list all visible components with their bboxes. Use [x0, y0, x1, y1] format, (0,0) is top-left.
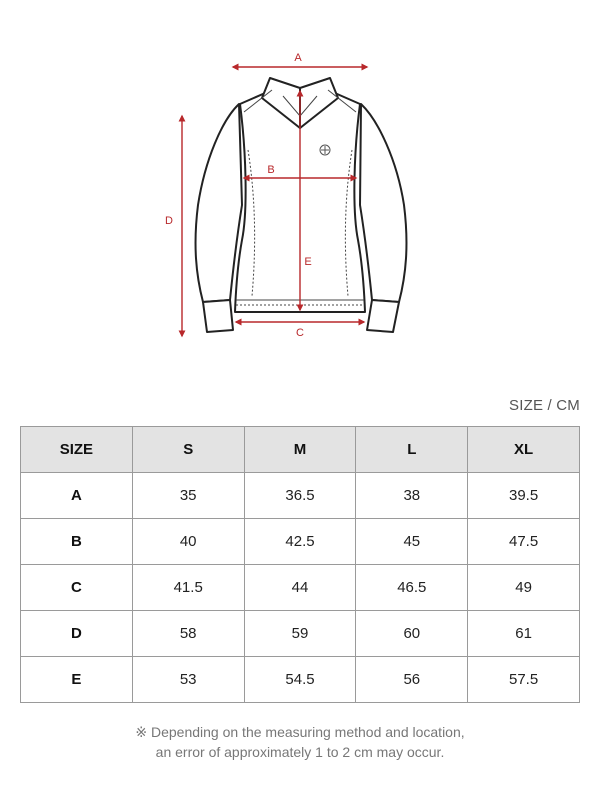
brand-emblem-icon	[320, 145, 330, 155]
header-cell: SIZE	[21, 427, 133, 473]
row-label: D	[21, 611, 133, 657]
table-row	[21, 657, 580, 703]
table-cell: 58	[132, 611, 244, 657]
table-cell: 41.5	[132, 565, 244, 611]
table-cell: 45	[356, 519, 468, 565]
label-d: D	[165, 215, 173, 227]
header-cell: S	[132, 427, 244, 473]
table-cell: 54.5	[244, 657, 356, 703]
table-cell: 61	[468, 611, 580, 657]
size-table	[20, 426, 580, 703]
note-line-1: ※ Depending on the measuring method and location,	[135, 724, 465, 740]
row-label: B	[21, 519, 133, 565]
table-row	[21, 519, 580, 565]
table-row	[21, 611, 580, 657]
table-cell: 49	[468, 565, 580, 611]
table-cell: 60	[356, 611, 468, 657]
note-line-2: an error of approximately 1 to 2 cm may occur.	[155, 744, 445, 760]
header-cell: M	[244, 427, 356, 473]
row-label: E	[21, 657, 133, 703]
measurement-note	[0, 722, 600, 762]
label-a: A	[294, 52, 302, 64]
label-c: C	[296, 327, 304, 339]
table-cell: 47.5	[468, 519, 580, 565]
table-cell: 46.5	[356, 565, 468, 611]
table-cell: 44	[244, 565, 356, 611]
table-row	[21, 565, 580, 611]
table-cell: 59	[244, 611, 356, 657]
label-b: B	[267, 164, 275, 176]
header-cell: XL	[468, 427, 580, 473]
unit-label: SIZE / CM	[509, 397, 580, 414]
row-label: A	[21, 473, 133, 519]
garment-diagram	[0, 0, 600, 360]
table-cell: 53	[132, 657, 244, 703]
table-cell: 38	[356, 473, 468, 519]
table-cell: 40	[132, 519, 244, 565]
label-e: E	[304, 256, 312, 268]
table-cell: 57.5	[468, 657, 580, 703]
table-cell: 56	[356, 657, 468, 703]
table-cell: 39.5	[468, 473, 580, 519]
table-cell: 42.5	[244, 519, 356, 565]
table-cell: 35	[132, 473, 244, 519]
header-cell: L	[356, 427, 468, 473]
row-label: C	[21, 565, 133, 611]
table-cell: 36.5	[244, 473, 356, 519]
table-row	[21, 473, 580, 519]
sweater-outline	[196, 78, 407, 332]
table-header-row	[21, 427, 580, 473]
